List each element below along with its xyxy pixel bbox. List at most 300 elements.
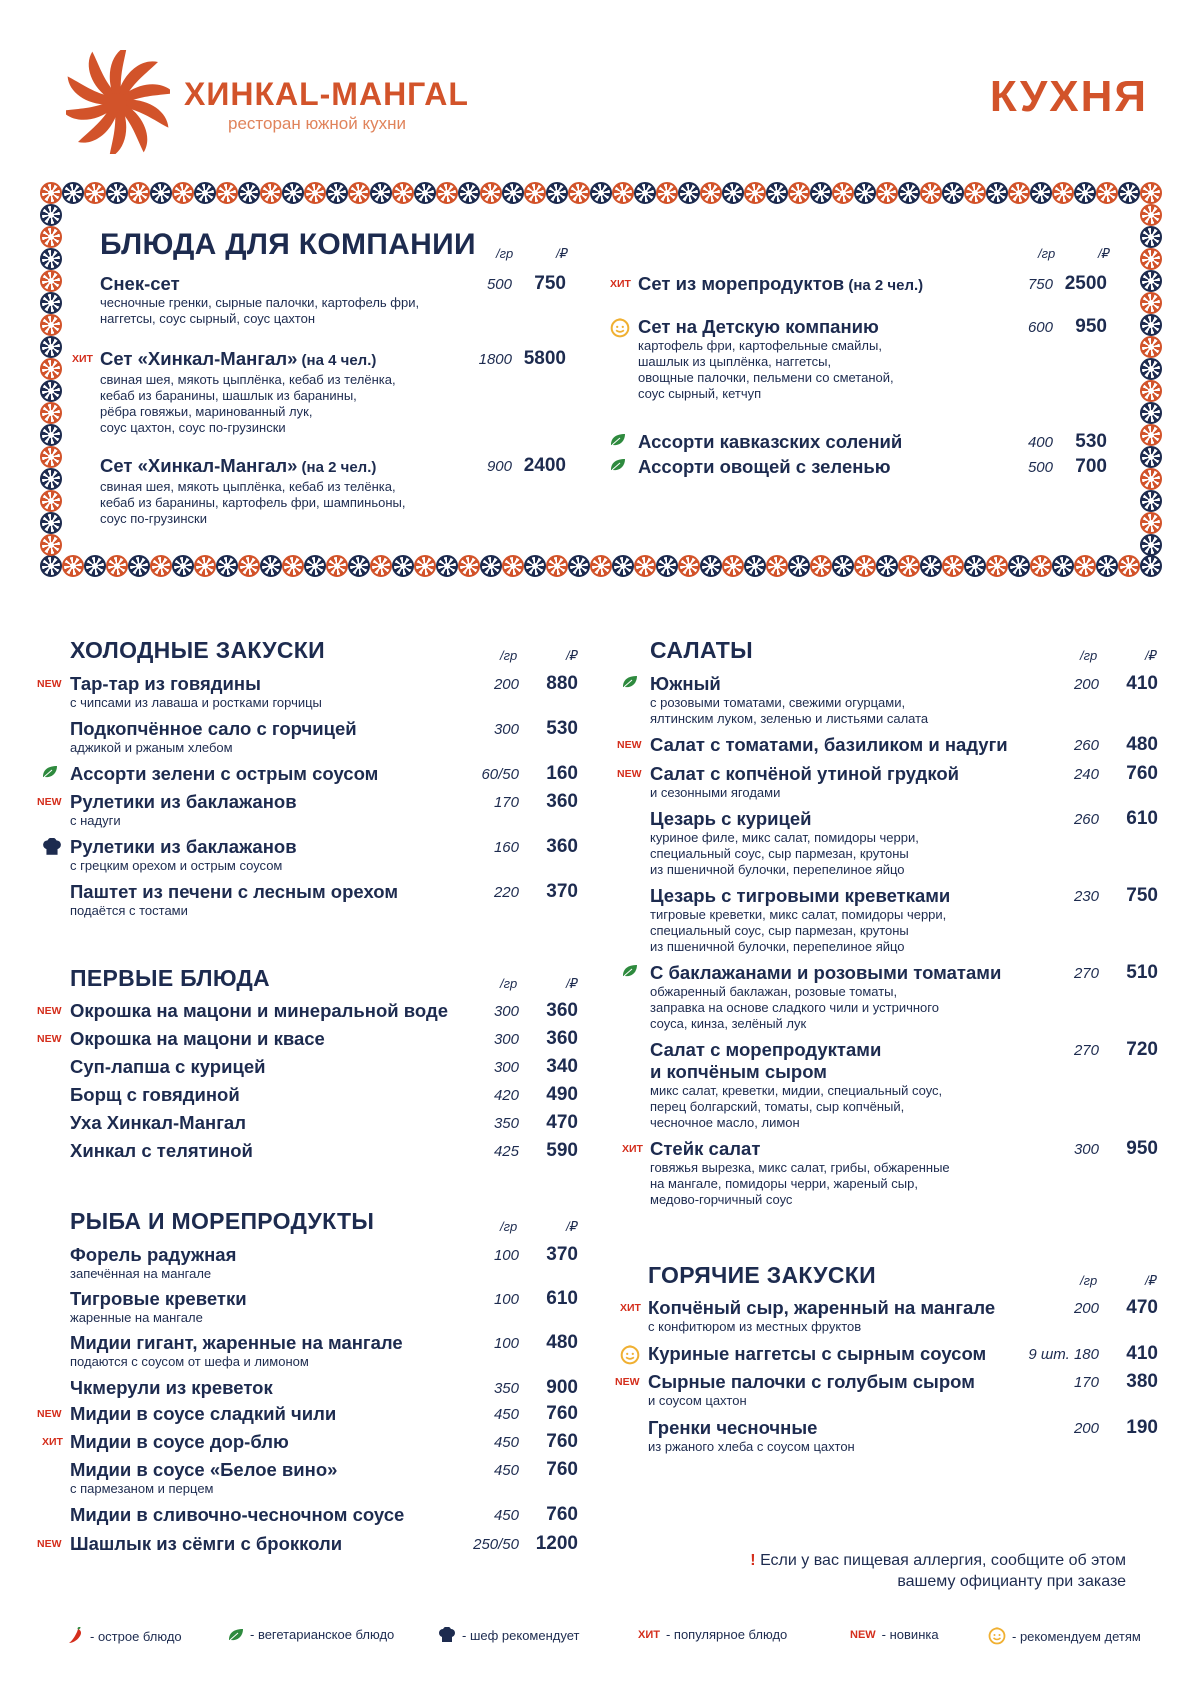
menu-item-price: 490 (546, 1084, 578, 1105)
brand-tagline: ресторан южной кухни (228, 114, 406, 133)
ornament-swirl-icon (62, 555, 84, 577)
ornament-swirl-icon (1140, 270, 1162, 292)
menu-item-weight: 100 (493, 1247, 519, 1264)
ornament-swirl-icon (942, 182, 964, 204)
menu-item-weight: 425 (493, 1143, 519, 1160)
ornament-swirl-icon (1140, 336, 1162, 358)
ornament-swirl-icon (898, 182, 920, 204)
chef-hat-icon (438, 1627, 456, 1643)
ornament-swirl-icon (722, 555, 744, 577)
menu-item-name: Куриные наггетсы с сырным соусом (648, 1343, 987, 1364)
ornament-swirl-icon (150, 182, 172, 204)
new-badge: NEW (37, 1033, 62, 1045)
menu-item-description: говяжья вырезка, микс салат, грибы, обжаренные (650, 1160, 950, 1175)
menu-item-name: Окрошка на мацони и минеральной воде (70, 1000, 449, 1021)
ornament-swirl-icon (876, 182, 898, 204)
ornament-swirl-icon (348, 555, 370, 577)
vegetarian-leaf-icon (622, 964, 638, 983)
ornament-swirl-icon (568, 555, 590, 577)
menu-item-description: заправка на основе сладкого чили и устричного (650, 1000, 939, 1015)
ornament-swirl-icon (1140, 490, 1162, 512)
menu-item-weight: 450 (493, 1507, 519, 1524)
ornament-swirl-icon (876, 555, 898, 577)
ornament-swirl-icon (810, 555, 832, 577)
menu-item (70, 1403, 336, 1425)
menu-item-price: 760 (546, 1504, 578, 1525)
ornament-swirl-icon (744, 182, 766, 204)
menu-item-price: 900 (546, 1377, 578, 1398)
menu-item-description: из пшеничной булочки, перепелиное яйцо (650, 939, 905, 954)
ornament-swirl-icon (1030, 555, 1052, 577)
ornament-swirl-icon (40, 380, 62, 402)
menu-item-price: 2400 (523, 455, 566, 476)
menu-item-price: 950 (1126, 1138, 1158, 1159)
new-badge: NEW (37, 1538, 62, 1550)
menu-item-name: Южный (650, 673, 721, 694)
menu-item (638, 431, 902, 453)
ornament-swirl-icon (568, 182, 590, 204)
menu-item-name: Уха Хинкал-Мангал (70, 1112, 246, 1133)
price-header: /₽ (1145, 1273, 1157, 1288)
menu-item-price: 480 (546, 1332, 578, 1353)
kids-smiley-icon (988, 1627, 1006, 1645)
menu-item-name: Тигровые креветки (70, 1288, 247, 1309)
ornament-swirl-icon (1140, 380, 1162, 402)
page-title: КУХНЯ (989, 72, 1148, 121)
ornament-swirl-icon (238, 182, 260, 204)
ornament-swirl-icon (1140, 555, 1162, 577)
menu-item-name: Рулетики из баклажанов (70, 791, 297, 812)
menu-item-description: подаётся с тостами (70, 903, 188, 918)
ornament-swirl-icon (810, 182, 832, 204)
legend-new-label: - новинка (881, 1627, 939, 1642)
ornament-swirl-icon (1140, 182, 1162, 204)
section-title-hot: ГОРЯЧИЕ ЗАКУСКИ (648, 1262, 876, 1288)
ornament-swirl-icon (216, 182, 238, 204)
menu-item-weight: 200 (1073, 1300, 1099, 1317)
menu-item (650, 885, 950, 955)
menu-item-weight: 300 (493, 1031, 519, 1048)
menu-item-price: 590 (546, 1140, 578, 1161)
menu-item-weight: 60/50 (481, 766, 519, 783)
menu-item-weight: 220 (493, 884, 519, 901)
menu-item (70, 1084, 240, 1106)
new-badge: NEW (37, 796, 62, 808)
section-title-salads: САЛАТЫ (650, 637, 753, 663)
menu-item-description: жаренные на мангале (70, 1310, 203, 1325)
menu-item-price: 760 (546, 1403, 578, 1424)
ornament-swirl-icon (40, 336, 62, 358)
ornament-swirl-icon (436, 182, 458, 204)
ornament-swirl-icon (1140, 248, 1162, 270)
menu-item (650, 962, 1001, 1032)
ornament-swirl-icon (304, 555, 326, 577)
ornament-swirl-icon (524, 555, 546, 577)
ornament-swirl-icon (634, 555, 656, 577)
menu-item-price: 370 (546, 881, 578, 902)
brand-name: ХИНКАL-МАНГАL (184, 76, 469, 112)
menu-item-description: из ржаного хлеба с соусом цахтон (648, 1439, 855, 1454)
ornament-swirl-icon (414, 182, 436, 204)
menu-item-description: запечённая на мангале (70, 1266, 212, 1281)
menu-item-description: рёбра говяжьи, маринованный лук, (100, 404, 313, 419)
menu-item-portion-note: (на 2 чел.) (297, 459, 377, 476)
menu-item (70, 1504, 404, 1526)
new-badge: NEW (37, 1005, 62, 1017)
ornament-swirl-icon (480, 555, 502, 577)
ornament-swirl-icon (832, 555, 854, 577)
menu-item (648, 1371, 975, 1409)
vegetarian-leaf-icon (622, 675, 638, 694)
menu-item-name: Сырные палочки с голубым сыром (648, 1371, 975, 1392)
menu-item-description: кебаб из баранины, картофель фри, шампиньоны, (100, 495, 406, 510)
ornament-swirl-icon (942, 555, 964, 577)
menu-item-weight: 420 (493, 1087, 519, 1104)
ornament-swirl-icon (40, 555, 62, 577)
menu-item (648, 1417, 855, 1455)
legend-spicy (68, 1627, 182, 1645)
hit-badge: ХИТ (42, 1436, 63, 1448)
menu-item (70, 1244, 236, 1282)
menu-item-description: с надуги (70, 813, 121, 828)
vegetarian-leaf-icon (610, 433, 626, 452)
ornament-swirl-icon (1140, 292, 1162, 314)
menu-item-price: 720 (1126, 1039, 1158, 1060)
menu-item-weight: 200 (1073, 1420, 1099, 1437)
ornament-swirl-icon (326, 182, 348, 204)
menu-item-price: 760 (546, 1459, 578, 1480)
ornament-swirl-icon (40, 226, 62, 248)
ornament-swirl-icon (854, 182, 876, 204)
menu-item-price: 700 (1075, 456, 1107, 477)
ornament-swirl-icon (1030, 182, 1052, 204)
menu-item-description: чесночные гренки, сырные палочки, картофель фри, (100, 295, 420, 310)
ornament-swirl-icon (40, 468, 62, 490)
chili-pepper-icon (68, 1627, 84, 1645)
ornament-swirl-icon (172, 182, 194, 204)
menu-item-name: Сет на Детскую компанию (638, 316, 879, 337)
ornament-swirl-icon (920, 555, 942, 577)
ornament-swirl-icon (40, 424, 62, 446)
ornament-swirl-icon (150, 555, 172, 577)
menu-item-name: Рулетики из баклажанов (70, 836, 297, 857)
section-title-first: ПЕРВЫЕ БЛЮДА (70, 965, 270, 991)
menu-item-description: перец болгарский, томаты, сыр копчёный, (650, 1099, 905, 1114)
ornament-swirl-icon (612, 555, 634, 577)
menu-item-price: 760 (546, 1431, 578, 1452)
legend-spicy-label: - острое блюдо (90, 1628, 182, 1644)
menu-item-description: и сезонными ягодами (650, 785, 781, 800)
menu-item-description: аджикой и ржаным хлебом (70, 740, 233, 755)
menu-item-price: 880 (546, 673, 578, 694)
brand-logo-icon (66, 50, 170, 154)
menu-item-weight: 450 (493, 1462, 519, 1479)
ornament-swirl-icon (1140, 204, 1162, 226)
ornament-swirl-icon (370, 182, 392, 204)
menu-item (70, 881, 398, 919)
ornament-swirl-icon (40, 512, 62, 534)
ornament-swirl-icon (62, 182, 84, 204)
menu-item-price: 610 (546, 1288, 578, 1309)
menu-item-name: Стейк салат (650, 1138, 761, 1159)
menu-item-description: соус по-грузински (100, 511, 207, 526)
menu-item (100, 348, 396, 436)
menu-item (70, 1332, 403, 1370)
menu-item-weight: 240 (1073, 766, 1099, 783)
menu-item-name-line-2: и копчёным сыром (650, 1061, 827, 1082)
menu-item-description: с розовыми томатами, свежими огурцами, (650, 695, 906, 710)
ornament-swirl-icon (40, 446, 62, 468)
menu-item (648, 1343, 986, 1365)
ornament-swirl-icon (766, 182, 788, 204)
ornament-swirl-icon (590, 555, 612, 577)
menu-item-description: ялтинским луком, зеленью и листьями салата (650, 711, 929, 726)
menu-item-name: Суп-лапша с курицей (70, 1056, 266, 1077)
menu-item-price: 480 (1126, 734, 1158, 755)
menu-item-price: 760 (1126, 763, 1158, 784)
menu-item (70, 673, 322, 711)
ornament-swirl-icon (1096, 182, 1118, 204)
menu-item (70, 1000, 448, 1022)
menu-item-weight: 260 (1073, 811, 1099, 828)
ornament-swirl-icon (964, 182, 986, 204)
menu-item-name: Борщ с говядиной (70, 1084, 240, 1105)
legend (68, 1627, 1141, 1651)
menu-item-name: Цезарь с курицей (650, 808, 812, 829)
menu-item-description: медово-горчичный соус (650, 1192, 793, 1207)
weight-header: /гр (500, 648, 518, 663)
ornament-swirl-icon (898, 555, 920, 577)
ornament-swirl-icon (788, 555, 810, 577)
weight-header: /гр (500, 976, 518, 991)
menu-item-description: кебаб из баранины, шашлык из баранины, (100, 388, 357, 403)
ornament-swirl-icon (700, 555, 722, 577)
ornament-swirl-icon (40, 358, 62, 380)
menu-item (650, 1138, 950, 1208)
ornament-swirl-icon (1140, 402, 1162, 424)
ornament-swirl-icon (1118, 182, 1140, 204)
menu-item-price: 530 (546, 718, 578, 739)
menu-item-name: Ассорти овощей с зеленью (638, 456, 891, 477)
menu-item-portion-note: (на 2 чел.) (844, 277, 924, 294)
menu-item (638, 456, 891, 478)
ornament-swirl-icon (1140, 512, 1162, 534)
ornament-swirl-icon (1140, 358, 1162, 380)
hit-badge: ХИТ (620, 1302, 641, 1314)
ornament-swirl-icon (656, 182, 678, 204)
legend-veg (228, 1627, 394, 1642)
menu-item-weight: 100 (493, 1291, 519, 1308)
menu-item-price: 750 (534, 273, 566, 294)
menu-item-name: Сет «Хинкал-Мангал» (на 4 чел.) (100, 348, 377, 369)
ornament-swirl-icon (106, 182, 128, 204)
weight-header: /гр (500, 1219, 518, 1234)
price-header: /₽ (566, 976, 578, 991)
ornament-swirl-icon (106, 555, 128, 577)
menu-item-price: 530 (1075, 431, 1107, 452)
menu-item-name: Шашлык из сёмги с брокколи (70, 1533, 343, 1554)
menu-item-weight: 200 (493, 676, 519, 693)
menu-item-price: 510 (1126, 962, 1158, 983)
menu-item-description: обжаренный баклажан, розовые томаты, (650, 984, 898, 999)
menu-item-description: с чипсами из лаваша и ростками горчицы (70, 695, 322, 710)
section-title-fish: РЫБА И МОРЕПРОДУКТЫ (70, 1208, 375, 1234)
price-header: /₽ (1145, 648, 1157, 663)
menu-item-weight: 300 (1073, 1141, 1099, 1158)
menu-item (70, 1140, 253, 1162)
menu-item-description: наггетсы, соус сырный, соус цахтон (100, 311, 316, 326)
menu-item-weight: 350 (493, 1115, 519, 1132)
menu-item-weight: 500 (1027, 459, 1053, 476)
menu-item-name: Ассорти зелени с острым соусом (70, 763, 379, 784)
ornament-swirl-icon (40, 534, 62, 556)
menu-item-name: Салат с томатами, базиликом и надуги (650, 734, 1008, 755)
menu-item-price: 2500 (1064, 273, 1107, 294)
menu-item-name: Мидии в сливочно-чесночном соусе (70, 1504, 405, 1525)
ornament-swirl-icon (40, 314, 62, 336)
menu-item-weight: 250/50 (473, 1536, 519, 1553)
menu-item (100, 455, 406, 527)
menu-item (650, 763, 959, 801)
menu-item-description: с грецким орехом и острым соусом (70, 858, 283, 873)
menu-item-weight: 270 (1073, 1042, 1099, 1059)
menu-item-weight: 450 (493, 1434, 519, 1451)
ornament-swirl-icon (40, 270, 62, 292)
menu-item-name: Мидии в соусе дор-блю (70, 1431, 289, 1452)
ornament-swirl-icon (40, 182, 62, 204)
ornament-swirl-icon (1140, 424, 1162, 446)
menu-item-description: с конфитюром из местных фруктов (648, 1319, 862, 1334)
menu-item-weight: 750 (1027, 276, 1053, 293)
menu-item (650, 673, 928, 727)
menu-item (100, 273, 419, 327)
ornament-swirl-icon (678, 555, 700, 577)
ornament-swirl-icon (40, 204, 62, 226)
menu-item-price: 1200 (535, 1533, 578, 1554)
ornament-swirl-icon (986, 555, 1008, 577)
menu-item-price: 360 (546, 1000, 578, 1021)
menu-item-description: соуса, кинза, зелёный лук (650, 1016, 807, 1031)
ornament-swirl-icon (392, 182, 414, 204)
new-badge: NEW (617, 768, 642, 780)
legend-chef-label: - шеф рекомендует (462, 1627, 580, 1643)
menu-item (650, 734, 1008, 756)
menu-item (70, 1459, 337, 1497)
ornament-swirl-icon (1008, 182, 1030, 204)
ornament-swirl-icon (1140, 534, 1162, 556)
menu-item-price: 410 (1126, 1343, 1158, 1364)
section-title-cold: ХОЛОДНЫЕ ЗАКУСКИ (70, 637, 325, 663)
hit-badge: ХИТ (72, 353, 93, 365)
legend-kids (988, 1627, 1141, 1645)
ornament-swirl-icon (1140, 468, 1162, 490)
ornament-swirl-icon (40, 490, 62, 512)
ornament-swirl-icon (282, 182, 304, 204)
ornament-swirl-icon (458, 555, 480, 577)
menu-item-description: микс салат, креветки, мидии, специальный соус, (650, 1083, 943, 1098)
menu-item-price: 190 (1126, 1417, 1158, 1438)
legend-veg-label: - вегетарианское блюдо (250, 1627, 395, 1642)
menu-item-weight: 260 (1073, 737, 1099, 754)
price-header: /₽ (1098, 246, 1110, 261)
allergy-line-2: вашему официанту при заказе (897, 1573, 1126, 1590)
menu-item-weight: 230 (1073, 888, 1099, 905)
legend-chef (438, 1627, 579, 1643)
ornament-swirl-icon (1074, 182, 1096, 204)
menu-item-name: Мидии в соусе «Белое вино» (70, 1459, 338, 1480)
menu-item-description: и соусом цахтон (648, 1393, 747, 1408)
vegetarian-leaf-icon (42, 765, 58, 784)
menu-item-name: Цезарь с тигровыми креветками (650, 885, 951, 906)
ornament-swirl-icon (788, 182, 810, 204)
menu-item-price: 360 (546, 791, 578, 812)
ornament-swirl-icon (1008, 555, 1030, 577)
menu-item-price: 470 (1126, 1297, 1158, 1318)
ornament-swirl-icon (678, 182, 700, 204)
ornament-swirl-icon (722, 182, 744, 204)
menu-item-description: свиная шея, мякоть цыплёнка, кебаб из телёнка, (100, 372, 396, 387)
ornament-swirl-icon (634, 182, 656, 204)
menu-item-description: подаются с соусом от шефа и лимоном (70, 1354, 309, 1369)
menu-item-description: специальный соус, сыр пармезан, крутоны (650, 923, 909, 938)
ornament-swirl-icon (194, 182, 216, 204)
menu-item-name: Тар-тар из говядины (70, 673, 261, 694)
price-header: /₽ (556, 246, 568, 261)
menu-item-description: картофель фри, картофельные смайлы, (638, 338, 882, 353)
ornament-swirl-icon (546, 555, 568, 577)
menu-item-description: тигровые креветки, микс салат, помидоры черри, (650, 907, 947, 922)
menu-item-name: Снек-сет (100, 273, 180, 294)
menu-item-weight: 200 (1073, 676, 1099, 693)
frame-border-top (40, 182, 1162, 204)
menu-item-weight: 350 (493, 1380, 519, 1397)
ornament-swirl-icon (128, 182, 150, 204)
menu-item-weight: 400 (1027, 434, 1053, 451)
menu-item (70, 791, 297, 829)
menu-item-price: 410 (1126, 673, 1158, 694)
menu-item-price: 360 (546, 836, 578, 857)
ornament-swirl-icon (920, 182, 942, 204)
menu-item-name: Подкопчённое сало с горчицей (70, 718, 357, 739)
menu-item-weight: 900 (486, 458, 512, 475)
menu-item-price: 370 (546, 1244, 578, 1265)
menu-item (70, 1377, 273, 1399)
menu-item-weight: 9 шт. 180 (1028, 1346, 1099, 1363)
ornament-swirl-icon (656, 555, 678, 577)
menu-item-price: 160 (546, 763, 578, 784)
ornament-swirl-icon (766, 555, 788, 577)
menu-item-price: 610 (1126, 808, 1158, 829)
price-header: /₽ (566, 1219, 578, 1234)
menu-item (70, 718, 357, 756)
menu-item-name: Ассорти кавказских солений (638, 431, 903, 452)
ornament-swirl-icon (986, 182, 1008, 204)
ornament-swirl-icon (1052, 555, 1074, 577)
menu-item-weight: 170 (1073, 1374, 1099, 1391)
menu-item-description: из пшеничной булочки, перепелиное яйцо (650, 862, 905, 877)
menu-item-name: Сет из морепродуктов (на 2 чел.) (638, 273, 924, 294)
allergy-exclamation: ! (750, 1552, 756, 1569)
weight-header: /гр (1038, 246, 1056, 261)
menu-item-description: соус сырный, кетчуп (638, 386, 762, 401)
ornament-swirl-icon (392, 555, 414, 577)
ornament-swirl-icon (260, 555, 282, 577)
kids-smiley-icon (620, 1345, 640, 1370)
menu-item (70, 763, 378, 785)
ornament-swirl-icon (854, 555, 876, 577)
ornament-swirl-icon (480, 182, 502, 204)
ornament-swirl-icon (238, 555, 260, 577)
